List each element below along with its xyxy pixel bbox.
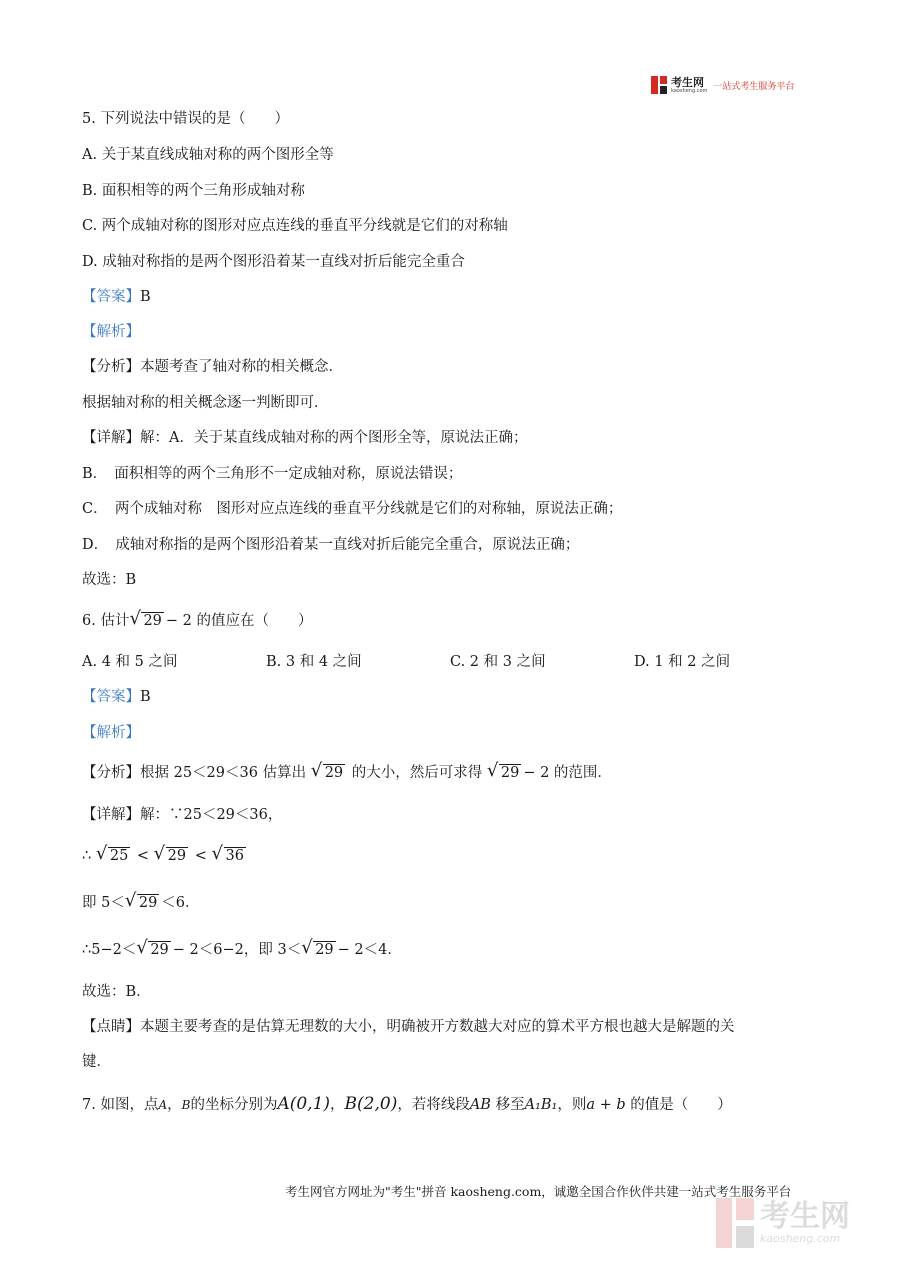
q6-option-c: C. 2 和 3 之间 bbox=[450, 654, 546, 670]
q5-xiangjie-c: C． 两个成轴对称 图形对应点连线的垂直平分线就是它们的对称轴，原说法正确； bbox=[82, 501, 623, 517]
q5-option-a: A. 关于某直线成轴对称的两个图形全等 bbox=[82, 147, 334, 163]
q5-fenxi: 【分析】本题考查了轴对称的相关概念． bbox=[82, 359, 343, 375]
q6-option-b: B. 3 和 4 之间 bbox=[266, 654, 362, 670]
q6-choose: 故选：B． bbox=[82, 984, 151, 1000]
logo-slogan: 一站式考生服务平台 bbox=[713, 81, 795, 92]
q5-analysis-tag: 【解析】 bbox=[82, 324, 140, 340]
q5-xiangjie-a: 【详解】解：A．关于某直线成轴对称的两个图形全等，原说法正确； bbox=[82, 430, 528, 446]
watermark-url: kaosheng.com bbox=[760, 1231, 841, 1245]
q6-fenxi: 【分析】根据 25＜29＜36 估算出 √ 29 的大小，然后可求得 √ 29 − 2 的范围． bbox=[82, 763, 612, 783]
q6-option-d: D. 1 和 2 之间 bbox=[634, 654, 731, 670]
logo-url: kaosheng.com bbox=[671, 87, 708, 94]
q5-option-c: C. 两个成轴对称的图形对应点连线的垂直平分线就是它们的对称轴 bbox=[82, 218, 508, 234]
q6-xiangjie: 【详解】解：∵25＜29＜36， bbox=[82, 807, 283, 823]
site-logo bbox=[651, 74, 794, 96]
q6-sqrt-inequality: ∴ √ 25 < √ 29 < √ 36 bbox=[82, 846, 248, 866]
q6-dianjing: 【点睛】本题主要考查的是估算无理数的大小，明确被开方数越大对应的算术平方根也越大是解题的关 bbox=[82, 1019, 735, 1035]
q6-line4: ∴5−2＜√ 29 − 2＜6−2，即 3＜√ 29 − 2＜4． bbox=[82, 940, 402, 960]
q6-dianjing-2: 键． bbox=[82, 1054, 111, 1070]
q5-xiangjie-b: B． 面积相等的两个三角形不一定成轴对称，原说法错误； bbox=[82, 466, 463, 482]
q5-fenxi-2: 根据轴对称的相关概念逐一判断即可． bbox=[82, 395, 329, 411]
logo-name: 考生网 bbox=[671, 75, 704, 89]
q7-stem: 7. 如图，点A，B的坐标分别为A(0,1)，B(2,0)，若将线段AB 移至A₁B₁，则a + b 的值是（ ） bbox=[82, 1094, 732, 1114]
q6-analysis-tag: 【解析】 bbox=[82, 725, 140, 741]
q5-option-d: D. 成轴对称指的是两个图形沿着某一直线对折后能完全重合 bbox=[82, 254, 465, 270]
q6-answer: 【答案】B bbox=[82, 689, 151, 705]
q5-stem: 5. 下列说法中错误的是（ ） bbox=[82, 111, 289, 127]
q5-choose: 故选：B bbox=[82, 572, 137, 588]
logo-mark-icon bbox=[651, 76, 667, 94]
q5-answer: 【答案】B bbox=[82, 289, 151, 305]
q6-stem: 6. 估计√ 29 − 2 的值应在（ ） bbox=[82, 611, 313, 631]
watermark-name: 考生网 bbox=[760, 1198, 850, 1234]
q6-ji: 即 5＜√ 29 ＜6． bbox=[82, 893, 200, 913]
watermark-logo bbox=[716, 1198, 850, 1248]
footer-text: 考生网官方网址为"考生"拼音 kaosheng.com，诚邀全国合作伙伴共建一站式考生服务平台 bbox=[285, 1184, 792, 1199]
q5-option-b: B. 面积相等的两个三角形成轴对称 bbox=[82, 183, 305, 199]
q6-option-a: A. 4 和 5 之间 bbox=[82, 654, 178, 670]
q5-xiangjie-d: D． 成轴对称指的是两个图形沿着某一直线对折后能完全重合，原说法正确； bbox=[82, 537, 580, 553]
watermark-mark-icon bbox=[716, 1198, 754, 1248]
